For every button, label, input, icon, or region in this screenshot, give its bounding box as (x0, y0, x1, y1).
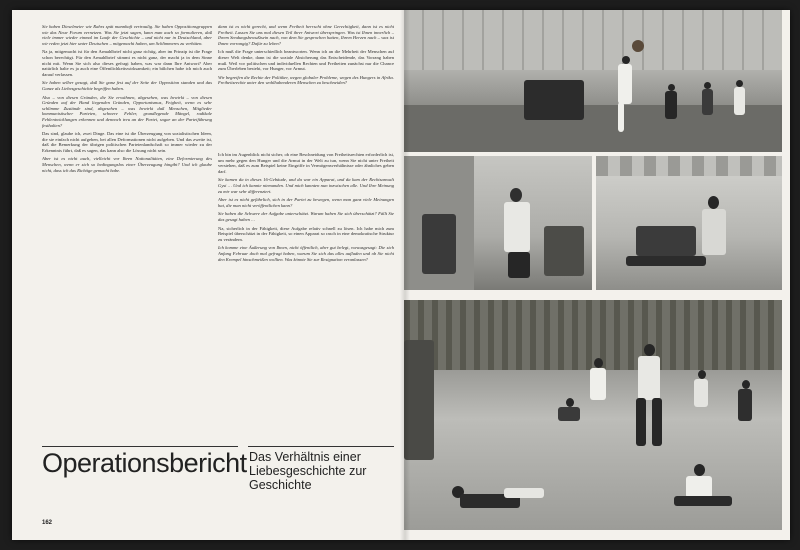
paragraph: Das sind, glaube ich, zwei Dinge. Das eine ist die Überzeugung von sozialistischen Ideen, die sie einfach nicht aufgeben, bei allen Deformationen nicht aufgeben. Und das zweite ist, daß die Bemerkung der übrigen politischen Parteienlandschaft so immer wieder zu der Erkenntnis führt, daß es sagen, das kann also die Lösung nicht sein. (42, 131, 212, 153)
gym-wall (404, 10, 782, 70)
photo-woman-exercise (404, 156, 592, 290)
person-head (742, 380, 750, 389)
paragraph: Ich komme eine Äußerung von Ihnen, nicht öffentlich, aber gut belegt, vorausgesagt: Die sich Anfang Februar doch mal gefragt haben, warum Sie sich das alles aufladen und ob Sie nicht den Krempel hinschmeißen wollten. Was könnte Sie zur Resignation veranlassen? (218, 245, 394, 262)
person-figure (638, 356, 660, 400)
equipment (544, 226, 584, 276)
person-leg (652, 398, 662, 446)
person-head (566, 398, 574, 407)
paragraph: Aber ist es nicht gefährlich, sich in der Partei zu bewegen, wenn man ganz viele Meinungen hat, die man nicht veröffentlichen kann? (218, 197, 394, 208)
photo-gym-group (404, 300, 782, 530)
photo-gym-ball (404, 10, 782, 152)
equipment (626, 256, 706, 266)
paragraph: Ich bin im Augenblick nicht sicher, ob eine Beschneidung von Freiheitsrechten erforderlich ist, um mehr gegen den Hunger und die Armut in der Welt zu tun, wenn Sie nicht unter Freiheit verstehen, daß es zum Beispiel keine Eingriffe in Vermögensverhältnisse oder ähnliches geben darf. (218, 152, 394, 174)
paragraph: Sie kamen da in dieses 16-Gebäude, und da war ein Apparat, und da kam der Rechtsanwalt Gysi … Und ich kannte niemanden. Und mich kannten nun inzwischen alle. Und Ihre Meinung zu mir war sehr differenziert. (218, 177, 394, 194)
text-column-middle (218, 24, 394, 142)
paragraph: Na, sicherlich in der Fähigkeit, diese Aufgabe relativ schnell zu lösen. Ich habe mich zum Beispiel überschätzt in der Fähigkeit, so einen Apparat so rasch in eine demokratische Struktur zu verändern. (218, 225, 394, 242)
paragraph: Sie haben selber gesagt, daß Sie ganz fest auf der Seite der Opposition standen und das Ganze als Liebesgeschichte begriffen haben. (42, 80, 212, 91)
person-figure (702, 209, 726, 255)
person-figure (738, 389, 752, 421)
person-leg (636, 398, 646, 446)
equipment (422, 214, 456, 274)
headline: Operationsbericht (42, 448, 247, 478)
subtitle: Das Verhältnis einer Liebesgeschichte zur Geschichte (249, 450, 367, 492)
person-head (668, 84, 675, 91)
person-head (644, 344, 655, 356)
paragraph: Aber ist es nicht auch, vielleicht vor Ihren Nationalitäten, eine Deformierung des Menschen, wenn er sich so bedingungslos einer Überzeugung hingibt? Und ich glaube nicht, dass ich das Richtige gemacht habe. (42, 156, 212, 173)
photo-exercise-machine (596, 156, 782, 290)
paragraph: Wir begreifen die Rechte der Politiker, wegen globaler Probleme, wegen des Hungers in Afrika. Freiheitsrechte unter den wohlhabenderen Menschen zu beschneiden? (218, 74, 394, 86)
person-head (698, 370, 706, 379)
paragraph: Ich muß die Frage unterschiedlich beantworten. Wenn ich an die Mehrheit der Menschen auf dieser Welt denke, dann ist die soziale Absicherung das Entscheidende, das Vorrang haben muß. Weil vor politischen und individuellen Rechten und Freiheiten zunächst nur die Chance zum Überleben besteht, vor Hunger, vor Armut. (218, 49, 394, 72)
gym-floor (404, 420, 782, 530)
text-column-left (42, 24, 212, 444)
person-figure (734, 87, 745, 115)
person-leg (674, 496, 732, 506)
person-figure (694, 379, 708, 407)
ball-icon (632, 40, 644, 52)
person-figure (702, 89, 713, 115)
subtitle-rule (248, 446, 394, 447)
gym-floor (404, 105, 782, 152)
paragraph: Na ja, mitgemacht ist für den Armahlbrief nicht ganz richtig, aber im Prinzip ist die Frage schon berechtigt. Für den Armahlbrief stimmt es nicht ganz, der macht ja in dem Sinne nicht mit. Wenn Sie sich also dieses gefragt haben, was war dann Ihre Antwort? Aber natürlich halte es ja auch eine Öffentlichkeitswirksamkeit; ein bißchen habe ich mich auch darauf verlassen. (42, 49, 212, 77)
text-column-lower (218, 152, 394, 444)
equipment (524, 80, 584, 120)
person-head (622, 56, 630, 64)
person-head (736, 80, 743, 87)
person-leg (504, 488, 544, 498)
paragraph: Sie haben Dieselmeier wie Rahrs spät mannhaft vertraulig. Sie haben Oppositionsgruppen wie das Neue Forum vernetzen. Was Sie jetzt sagen, kann man auch so formulieren, daß viele immer wieder einmal im Laufe der Geschichte – und nicht nur in Deutschland, aber wir reden jetzt hier unter Deutschen – mitgemacht haben, um Schlimmeres zu verhüten. (42, 24, 212, 46)
person-head (704, 82, 711, 89)
person-head (510, 188, 522, 202)
person-figure (504, 202, 530, 252)
person-figure (665, 91, 677, 119)
page-number: 162 (42, 520, 53, 526)
wall-bars (404, 300, 782, 370)
magazine-spread (12, 10, 790, 540)
paragraph: Sie haben die Schwere der Aufgabe unterschätzt. Warum haben Sie sich überschätzt? Fällt Sie das gesagt haben … (218, 211, 394, 222)
window-bars (596, 156, 782, 176)
person-leg (508, 252, 530, 278)
person-figure (590, 368, 606, 400)
person-head (694, 464, 705, 476)
person-figure (686, 476, 712, 498)
headline-rule (42, 446, 238, 447)
paragraph: dann ist es nicht gerecht, und wenn Freiheit herrscht ohne Gerechtigkeit, dann ist es nicht Freiheit. Lassen Sie uns mal diesen Teil ihrer Antwort überspringen. Was ist Ihnen innerlich – Ihrem Sendungsbewußtsein nach, von dem Sie gesprochen hatten, Ihrem Herzen nach – was ist Ihnen vorrangig? Dafür zu leben? (218, 24, 394, 46)
paragraph: Also – von diesen Gründen, die Sie erwähnen, abgesehen, was bewirkt – von diesen Gründen auf der Hand liegenden Gründen, Opportunismus, Feigheit, wenn es sehr schlimme Zustände sind, abgesehen – was bewirkt daß Menschen, Mitglieder kommunistischer Parteien, schwere Fehler, grundlegende Mängel, radikale Fehlentwicklungen erkennen und dennoch treu an der Partei, sogar an der Parteiführung festhalten? (42, 94, 212, 128)
person-figure (558, 407, 580, 421)
person-leg (618, 102, 624, 132)
person-head (594, 358, 603, 368)
equipment (636, 226, 696, 256)
book-gutter (400, 10, 410, 540)
person-figure (618, 64, 632, 104)
person-head (708, 196, 719, 209)
